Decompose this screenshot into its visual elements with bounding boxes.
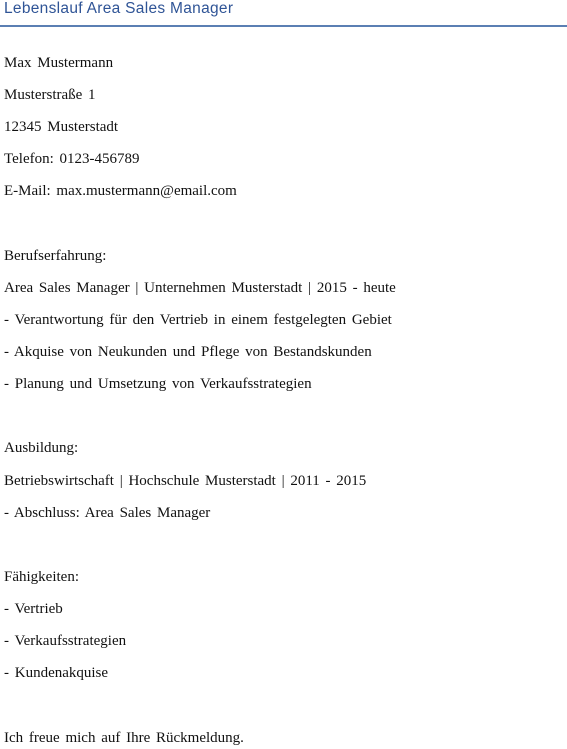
experience-heading: Berufserfahrung: bbox=[4, 248, 107, 264]
skills-heading: Fähigkeiten: bbox=[4, 569, 79, 585]
experience-bullet: - Planung und Umsetzung von Verkaufsstrategien bbox=[4, 376, 312, 392]
education-entry: Betriebswirtschaft | Hochschule Musterstadt | 2011 - 2015 bbox=[4, 473, 367, 489]
skills-bullet: - Kundenakquise bbox=[4, 665, 109, 681]
education-bullet: - Abschluss: Area Sales Manager bbox=[4, 505, 211, 521]
contact-city: 12345 Musterstadt bbox=[4, 119, 119, 135]
contact-phone: Telefon: 0123-456789 bbox=[4, 151, 140, 167]
page-title: Lebenslauf Area Sales Manager bbox=[4, 0, 234, 17]
contact-email: E-Mail: max.mustermann@email.com bbox=[4, 183, 237, 199]
skills-bullet: - Vertrieb bbox=[4, 601, 63, 617]
closing-text: Ich freue mich auf Ihre Rückmeldung. bbox=[4, 730, 244, 746]
contact-name: Max Mustermann bbox=[4, 55, 114, 71]
experience-bullet: - Verantwortung für den Vertrieb in einem festgelegten Gebiet bbox=[4, 312, 392, 328]
title-divider bbox=[0, 25, 567, 27]
experience-bullet: - Akquise von Neukunden und Pflege von Bestandskunden bbox=[4, 344, 372, 360]
contact-street: Musterstraße 1 bbox=[4, 87, 96, 103]
skills-bullet: - Verkaufsstrategien bbox=[4, 633, 127, 649]
experience-position: Area Sales Manager | Unternehmen Musterstadt | 2015 - heute bbox=[4, 280, 396, 296]
education-heading: Ausbildung: bbox=[4, 440, 79, 456]
